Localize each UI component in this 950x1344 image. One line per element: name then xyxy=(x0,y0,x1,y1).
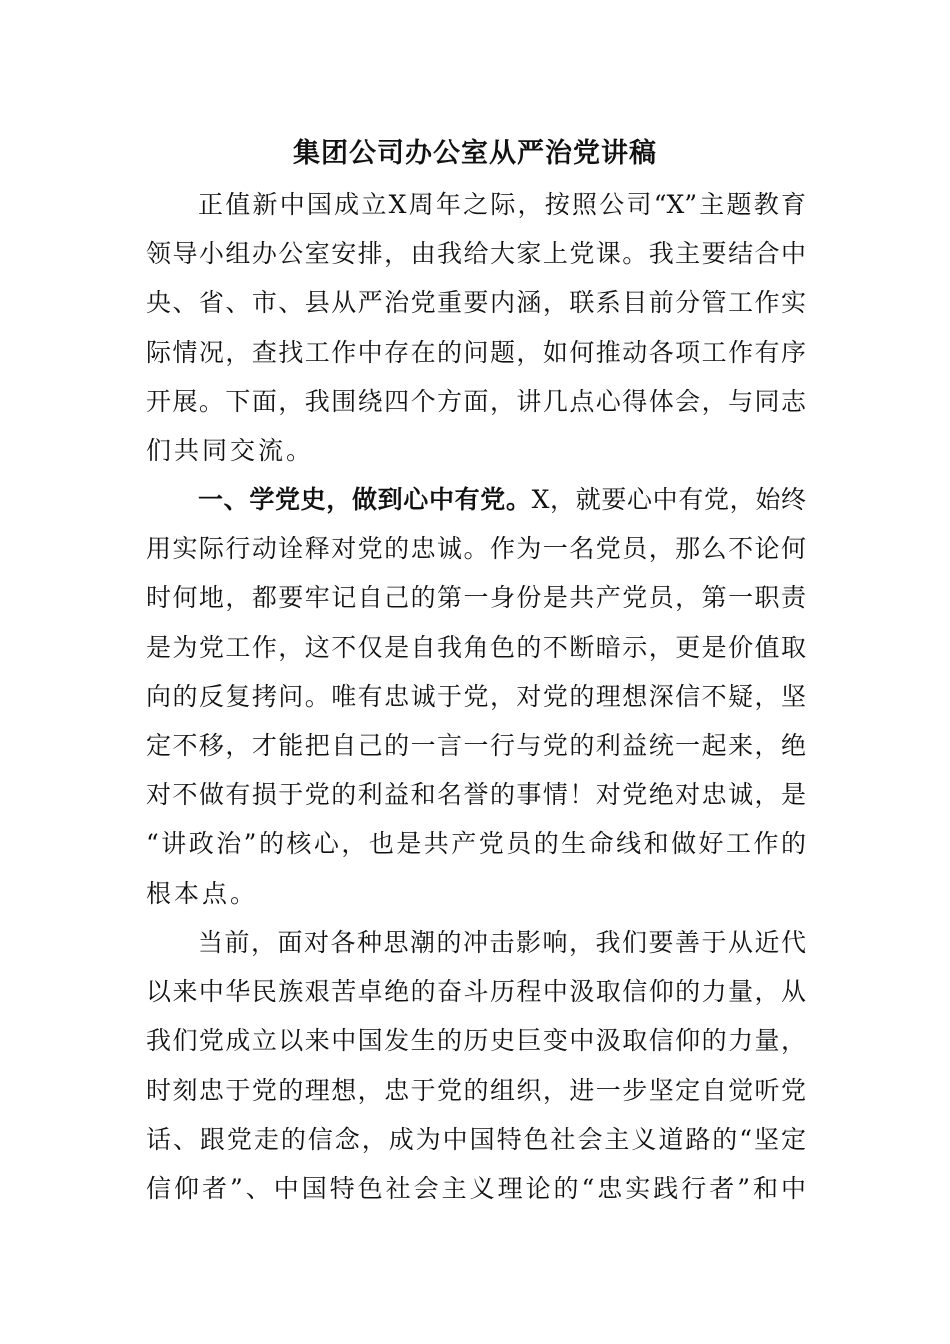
paragraph-line: 时何地，都要牢记自己的第一身份是共产党员，第一职责 xyxy=(146,583,806,613)
paragraph-line: 央、省、市、县从严治党重要内涵，联系目前分管工作实 xyxy=(146,288,806,318)
paragraph-line: 是为党工作，这不仅是自我角色的不断暗示，更是价值取 xyxy=(146,632,806,662)
paragraph-section-one xyxy=(146,475,806,918)
paragraph-intro xyxy=(146,180,806,475)
paragraph-line: 们共同交流。 xyxy=(146,435,315,465)
paragraph-line: 正值新中国成立X周年之际，按照公司“X”主题教育 xyxy=(198,190,806,219)
paragraph-line: 向的反复拷问。唯有忠诚于党，对党的理想深信不疑，坚 xyxy=(146,681,806,711)
paragraph-line xyxy=(146,475,806,524)
paragraph-line: 时刻忠于党的理想，忠于党的组织，进一步坚定自觉听党 xyxy=(146,1075,806,1105)
paragraph-line: 当前，面对各种思潮的冲击影响，我们要善于从近代 xyxy=(198,928,806,957)
paragraph-line: 我们党成立以来中国发生的历史巨变中汲取信仰的力量， xyxy=(146,1026,806,1056)
paragraph-line: 对不做有损于党的利益和名誉的事情！对党绝对忠诚，是 xyxy=(146,780,806,810)
paragraph-line: 领导小组办公室安排，由我给大家上党课。我主要结合中 xyxy=(146,239,806,269)
section-heading: 一、学党史，做到心中有党。 xyxy=(198,485,532,514)
paragraph-line: 际情况，查找工作中存在的问题，如何推动各项工作有序 xyxy=(146,337,806,367)
paragraph-line: 根本点。 xyxy=(146,878,259,908)
paragraph-line: 用实际行动诠释对党的忠诚。作为一名党员，那么不论何 xyxy=(146,534,806,564)
paragraph-line: 定不移，才能把自己的一言一行与党的利益统一起来，绝 xyxy=(146,730,806,760)
paragraph-line: 以来中华民族艰苦卓绝的奋斗历程中汲取信仰的力量，从 xyxy=(146,977,806,1007)
paragraph-line: 信仰者”、中国特色社会主义理论的“忠实践行者”和中 xyxy=(146,1173,806,1203)
paragraph-line: “讲政治”的核心，也是共产党员的生命线和做好工作的 xyxy=(146,829,806,859)
paragraph-current xyxy=(146,918,806,1213)
paragraph-line: 开展。下面，我围绕四个方面，讲几点心得体会，与同志 xyxy=(146,386,806,416)
document-title: 集团公司办公室从严治党讲稿 xyxy=(293,138,657,169)
paragraph-line: 话、跟党走的信念，成为中国特色社会主义道路的“坚定 xyxy=(146,1124,806,1154)
section-heading-continuation: X，就要心中有党，始终 xyxy=(531,485,806,514)
